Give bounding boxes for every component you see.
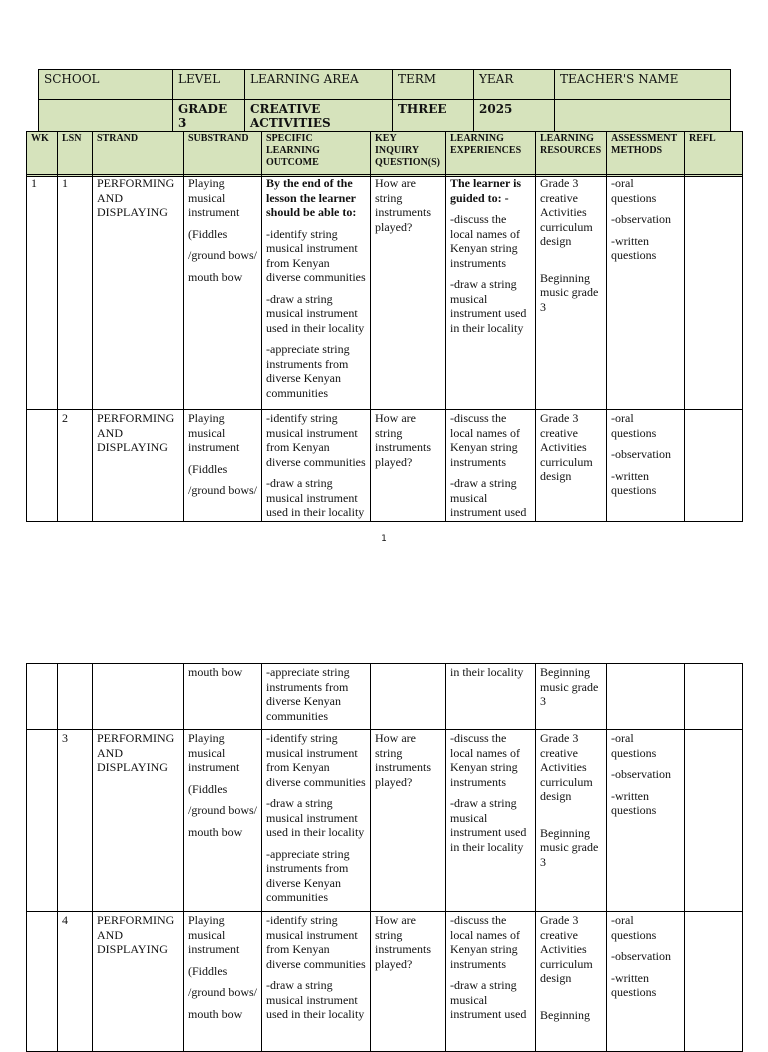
cell-question: How are string instruments played? [371, 730, 446, 912]
cell-wk [27, 410, 58, 522]
info-header-row [39, 70, 731, 100]
experience-item: -discuss the local names of Kenyan string instruments [450, 913, 520, 971]
assessment-item: -written questions [611, 468, 657, 497]
cell-strand: PERFORMING AND DISPLAYING [93, 730, 184, 912]
substrand-line: Playing musical instrument [188, 913, 240, 956]
cell-wk [27, 912, 58, 1052]
cell-lsn: 3 [58, 730, 93, 912]
substrand-line: mouth bow [188, 824, 243, 839]
table-row [27, 664, 743, 730]
cell-resources [536, 175, 607, 410]
substrand-line: mouth bow [188, 269, 243, 284]
col-experiences: LEARNING EXPERIENCES [446, 132, 536, 177]
substrand-line: /ground bows/ [188, 483, 257, 497]
cell-question: How are string instruments played? [371, 912, 446, 1052]
resource-item: Beginning music grade 3 [540, 270, 599, 314]
cell-resources: Beginning music grade 3 [536, 664, 607, 730]
experience-item: -draw a string musical instrument used [450, 978, 527, 1021]
cell-wk [27, 730, 58, 912]
cell-substrand [184, 730, 262, 912]
info-value-learning-area: CREATIVE ACTIVITIES [245, 100, 393, 133]
cell-assessment [607, 175, 685, 410]
outcome-item: -identify string musical instrument from Kenyan diverse communities [266, 411, 366, 469]
cell-resources [536, 912, 607, 1052]
resource-item: Grade 3 creative Activities curriculum design [540, 411, 593, 483]
cell-substrand [184, 410, 262, 522]
cell-outcome [262, 912, 371, 1052]
outcome-item: -identify string musical instrument from Kenyan diverse communities [266, 731, 366, 789]
col-question: KEY INQUIRY QUESTION(S) [371, 132, 446, 177]
col-resources: LEARNING RESOURCES [536, 132, 607, 177]
info-header-learning-area: LEARNING AREA [245, 70, 393, 100]
substrand-line: /ground bows/ [188, 985, 257, 999]
cell-question: How are string instruments played? [371, 175, 446, 410]
resource-item: Grade 3 creative Activities curriculum design [540, 913, 593, 985]
experience-item: -discuss the local names of Kenyan string instruments [450, 212, 520, 270]
resource-item: Beginning music grade 3 [540, 825, 599, 869]
substrand-line: mouth bow [188, 1006, 243, 1021]
resource-item: Grade 3 creative Activities curriculum design [540, 176, 593, 248]
cell-refl [685, 410, 743, 522]
col-strand: STRAND [93, 132, 184, 177]
assessment-item: -oral questions [611, 913, 657, 942]
outcome-item: -draw a string musical instrument used in their locality [266, 796, 365, 839]
experience-item: -draw a string musical instrument used in their locality [450, 796, 527, 854]
outcome-item: -draw a string musical instrument used in their locality [266, 978, 365, 1021]
table-row [27, 730, 743, 912]
col-lsn: LSN [58, 132, 93, 177]
cell-assessment [607, 730, 685, 912]
col-refl: REFL [685, 132, 743, 177]
info-value-row [39, 100, 731, 133]
cell-assessment [607, 912, 685, 1052]
cell-strand: PERFORMING AND DISPLAYING [93, 175, 184, 410]
page-number: 1 [381, 534, 387, 544]
assessment-item: -oral questions [611, 176, 657, 205]
experience-item: -discuss the local names of Kenyan string instruments [450, 731, 520, 789]
col-substrand: SUBSTRAND [184, 132, 262, 177]
info-header-year: YEAR [474, 70, 555, 100]
col-assessment: ASSESSMENT METHODS [607, 132, 685, 177]
cell-assessment [607, 664, 685, 730]
cell-question [371, 664, 446, 730]
outcome-item: -draw a string musical instrument used in their locality [266, 291, 365, 335]
col-outcome: SPECIFIC LEARNING OUTCOME [262, 132, 371, 177]
outcome-item: -identify string musical instrument from Kenyan diverse communities [266, 913, 366, 971]
cell-substrand [184, 175, 262, 410]
substrand-line: /ground bows/ [188, 803, 257, 817]
cell-experiences: in their locality [446, 664, 536, 730]
cell-outcome [262, 175, 371, 410]
outcome-item: -draw a string musical instrument used in their locality [266, 476, 365, 519]
substrand-line: Playing musical instrument [188, 176, 240, 219]
info-header-level: LEVEL [173, 70, 245, 100]
cell-strand: PERFORMING AND DISPLAYING [93, 912, 184, 1052]
cell-resources [536, 730, 607, 912]
info-value-term: THREE [393, 100, 474, 133]
assessment-item: -observation [611, 767, 671, 781]
cell-experiences [446, 912, 536, 1052]
cell-outcome [262, 730, 371, 912]
scheme-body-page-2 [26, 663, 743, 1052]
substrand-line: Playing musical instrument [188, 731, 240, 774]
outcome-item: -appreciate string instruments from diverse Kenyan communities [266, 342, 350, 400]
info-value-school [39, 100, 173, 133]
cell-experiences [446, 175, 536, 410]
cell-refl [685, 175, 743, 410]
cell-resources [536, 410, 607, 522]
substrand-line: (Fiddles [188, 781, 228, 796]
cell-lsn: 2 [58, 410, 93, 522]
cell-experiences [446, 410, 536, 522]
cell-lsn: 4 [58, 912, 93, 1052]
assessment-item: -observation [611, 447, 671, 461]
assessment-item: -observation [611, 212, 671, 226]
experience-intro: The learner is guided to: - [450, 176, 522, 205]
experience-item: -draw a string musical instrument used in their locality [450, 277, 527, 335]
info-value-year: 2025 [474, 100, 555, 133]
experience-item: -discuss the local names of Kenyan string instruments [450, 411, 520, 469]
resource-item: Beginning [540, 1007, 590, 1022]
assessment-item: -written questions [611, 233, 657, 262]
column-header-row [27, 132, 743, 177]
cell-experiences [446, 730, 536, 912]
cell-lsn: 1 [58, 175, 93, 410]
cell-refl [685, 664, 743, 730]
cell-outcome [262, 410, 371, 522]
cell-refl [685, 730, 743, 912]
resource-item: Grade 3 creative Activities curriculum design [540, 731, 593, 803]
substrand-line: /ground bows/ [188, 248, 257, 262]
outcome-item: -identify string musical instrument from Kenyan diverse communities [266, 226, 366, 284]
table-row [27, 410, 743, 522]
cell-assessment [607, 410, 685, 522]
info-value-teacher [555, 100, 731, 133]
assessment-item: -written questions [611, 970, 657, 999]
outcome-item: -appreciate string instruments from diverse Kenyan communities [266, 846, 350, 904]
substrand-line: (Fiddles [188, 226, 228, 241]
assessment-item: -observation [611, 949, 671, 963]
cell-substrand [184, 912, 262, 1052]
substrand-line: Playing musical instrument [188, 411, 240, 454]
info-header-school: SCHOOL [39, 70, 173, 100]
cell-lsn [58, 664, 93, 730]
substrand-line: (Fiddles [188, 963, 228, 978]
cell-outcome: -appreciate string instruments from diverse Kenyan communities [262, 664, 371, 730]
experience-item: -draw a string musical instrument used [450, 476, 527, 519]
cell-strand: PERFORMING AND DISPLAYING [93, 410, 184, 522]
info-header-teacher: TEACHER'S NAME [555, 70, 731, 100]
cell-refl [685, 912, 743, 1052]
info-header-term: TERM [393, 70, 474, 100]
cell-question: How are string instruments played? [371, 410, 446, 522]
assessment-item: -oral questions [611, 411, 657, 440]
assessment-item: -oral questions [611, 731, 657, 760]
cell-strand [93, 664, 184, 730]
table-row [27, 175, 743, 410]
substrand-line: (Fiddles [188, 461, 228, 476]
scheme-header-table [26, 131, 743, 177]
cell-wk [27, 664, 58, 730]
col-wk: WK [27, 132, 58, 177]
table-row [27, 912, 743, 1052]
cell-substrand: mouth bow [184, 664, 262, 730]
assessment-item: -written questions [611, 788, 657, 817]
scheme-body-page-1 [26, 174, 743, 522]
outcome-intro: By the end of the lesson the learner should be able to: [266, 176, 357, 219]
info-value-level: GRADE 3 [173, 100, 245, 133]
info-table [38, 69, 731, 133]
cell-wk: 1 [27, 175, 58, 410]
